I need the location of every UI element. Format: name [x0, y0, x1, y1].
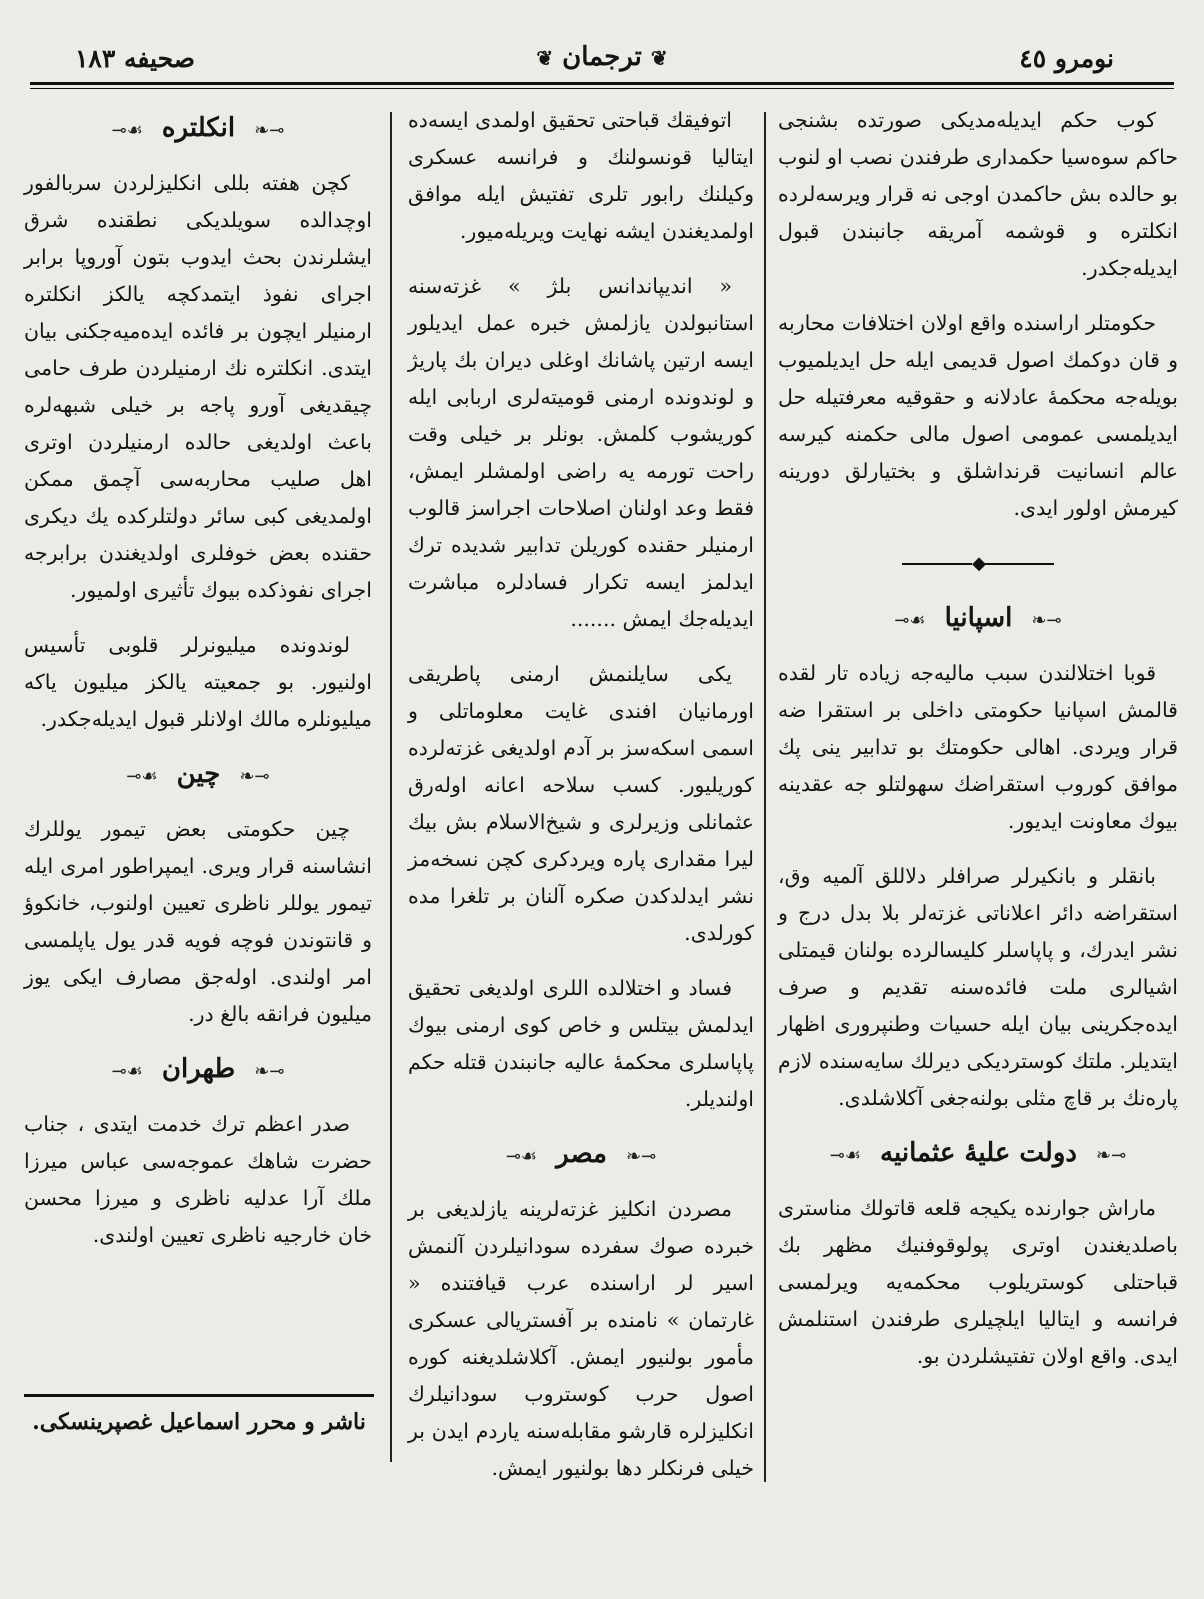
- issue-number: نومرو ٤٥: [1019, 44, 1114, 73]
- article-paragraph: يكى سايلنمش ارمنى پاطريقى اورمانيان افندى غايت معلوماتلى و اسمى اسكه‌سز بر آدم اولديغى غزته‌لرده كوريليور. كسب سلاحه اعانه اوله‌رق عثمانلى وزيرلرى و شيخ‌الاسلام بش بيك ليرا مقدارى پاره ويردكرى كچن نسخه‌مز نشر ايدلدكدن صكره آلنان بر تلغرا مده كورلدى.: [408, 662, 754, 945]
- header-rule: [30, 82, 1174, 85]
- ornament-icon: ☙⟜: [126, 766, 158, 787]
- ornament-icon: ☙⟜: [829, 1145, 861, 1166]
- article-paragraph: چين حكومتى بعض تيمور يوللرك انشاسنه قرار ويرى. ايمپراطور امرى ايله تيمور يوللر ناظرى تعيين اولنوب، خانكوؤ و قانتوندن فوچه فويه قدر يول ياپلمسى امر اولندى. اوله‌جق مصارف ايكى يوز ميليون فرانقه بالغ در.: [24, 817, 372, 1026]
- column-right: [778, 102, 1178, 1393]
- article-paragraph: لوندونده ميليونرلر قلوبى تأسيس اولنيور. بو جمعيته يالكز ميليون ياكه ميليونلره مالك اولانلر قبول ايديله‌جكدر.: [24, 633, 372, 731]
- ornament-icon: ⊸❧: [1031, 610, 1062, 631]
- page-number: صحيفه ١٨٣: [75, 44, 195, 73]
- article-paragraph: فساد و اختلالده اللرى اولديغى تحقيق ايدلمش بيتلس و خاص كوى ارمنى بيوك پاپاسلرى محكمهٔ عاليه جانبندن قتله حكم اولنديلر.: [408, 976, 754, 1111]
- column-divider: [764, 112, 766, 1482]
- ornament-icon: ❦: [650, 46, 668, 70]
- column-divider: [390, 112, 392, 1462]
- section-divider: ◆: [778, 545, 1178, 582]
- ornament-icon: ☙⟜: [505, 1146, 538, 1167]
- ornament-icon: ⊸❧: [254, 120, 285, 141]
- section-heading-egypt: ⊸❧ مصر ☙⟜: [408, 1136, 754, 1175]
- ornament-icon: ☙⟜: [111, 1061, 143, 1082]
- ornament-icon: ⊸❧: [254, 1061, 285, 1082]
- ornament-icon: ☙⟜: [111, 120, 143, 141]
- paper-name: ترجمان: [562, 42, 642, 72]
- ornament-icon: ☙⟜: [894, 610, 926, 631]
- article-paragraph: « انديپاندانس بلژ » غزته‌سنه استانبولدن يازلمش خبره عمل ايديلور ايسه ارتين پاشانك اوغلى ديران بك پاريژ و لوندونده ارمنى قوميته‌لرى اربابى ايله كوريشوب كلمش. بونلر بر خيلى وقت راحت تورمه يه راضى اولمشلر ايمش، فقط وعد اولنان اصلاحات اجراسز قالوب ارمنيلر حقنده كوريلن تدابير شديده ترك ايدلمز ايسه تكرار فسادلره مباشرت ايديله‌جك ايمش .......: [408, 274, 754, 631]
- ornament-icon: ⊸❧: [1096, 1145, 1127, 1166]
- header-rule-thin: [30, 88, 1174, 89]
- article-paragraph: بانقلر و بانكيرلر صرافلر دلاللق آلميه وق، استقراضه دائر اعلاناتى غزته‌لر بلا بدل درج و نشر ايدرك، و پاپاسلر كليسالرده بولنان قيمتلى اشيالرى ملت فائده‌سنه تقديم و صرف ايده‌جكرينى بيان ايله حسيات وطنپرورى اظهار ايتديلر. ملتك كوستر‌ديكى ديرلك سايه‌سنده لازم پاره‌نك بر قاچ مثلى بولنه‌جغى آكلاشلدى.: [778, 864, 1178, 1110]
- ornament-icon: ⊸❧: [626, 1146, 657, 1167]
- section-heading-tehran: ⊸❧ طهران ☙⟜: [24, 1051, 372, 1090]
- section-heading-england: ⊸❧ انكلتره ☙⟜: [24, 110, 372, 149]
- ornament-icon: ❦: [536, 46, 554, 70]
- section-heading-ottoman: ⊸❧ دولت عليهٔ عثمانيه ☙⟜: [778, 1135, 1178, 1174]
- publisher-signature: ناشر و محرر اسماعيل غصپرينسكى.: [24, 1394, 374, 1435]
- article-paragraph: كچن هفته بللى انكليزلردن سربالفور اوچدالده سويلديكى نطقنده شرق ايشلرندن بحث ايدوب بتون آوروپا برابر اجراى نفوذ ايتمدكچه يالكز انكلتره ارمنيلر ايچون بر فائده ايده‌ميه‌جكنى بيان ايتدى. انكلتره نك ارمنيلردن طرف حامى چيقديغى آورو پاجه بر خيلى شبهه‌لره باعث اولديغى حالده ارمنيلردن اوترى اهل صليب محاربه‌سى آچمق ممكن اولمديغى كبى سائر دولتلركده يك ديكرى حقنده بعض خوفلرى اولديغندن برابرجه اجراى نفوذكده بيوك تأثيرى اولميور.: [24, 171, 372, 602]
- article-paragraph: قوبا اختلالندن سبب ماليه‌جه زياده تار لقده قالمش اسپانيا حكومتى داخلى بر استقرا ضه قرار ويردى. اهالى حكومتك بو تدابير ينى پك موافق كوروب استقراضك سهولتلو جه عقدينه بيوك معاونت ايديور.: [778, 661, 1178, 833]
- article-paragraph: حكومتلر ارا‌سنده واقع اولان اختلافات محاربه و قان دوكمك اصول قديمى ايله حل ايديلميوب بويله‌جه محكمهٔ عادلانه و حقوقيه معرفتيله حل ايديلمسى عمومى اصول مالى حكمنه كيرسه عالم انسانيت قرنداشلق و بختيارلق دورينه كيرمش اولور ايدى.: [778, 311, 1178, 520]
- section-heading-spain: ⊸❧ اسپانيا ☙⟜: [778, 600, 1178, 639]
- article-paragraph: مصردن انكليز غزته‌لرينه يازلديغى بر خبرده صوك سفرده سودانيلردن آلنمش اسير لر ارا‌سنده عرب قيافتنده « غارتمان » نامنده بر آفستريالى عسكرى مأمور بولنيور ايمش. آكلاشلديغنه كوره اصول حرب كوستروب سودانيلرك انكليزلره قارشو مقابله‌سنه ياردم ايدن بر خيلى فرنكلر دها بولنيور ايمش.: [408, 1197, 754, 1480]
- article-paragraph: صدر اعظم ترك خدمت ايتدى ، جناب حضرت شاهك عموجه‌سى عباس ميرزا ملك آرا عدليه ناظرى و ميرزا محسن خان خارجيه ناظرى تعيين اولندى.: [24, 1112, 372, 1247]
- section-heading-china: ⊸❧ چين ☙⟜: [24, 756, 372, 795]
- article-paragraph: اتوفيقك قباحتى تحقيق اولمدى ايسه‌ده ايتاليا قونسولنك و فرانسه عسكرى وكيلنك رابور تلرى تفتيش ايله موافق اولمديغندن ايشه نهايت ويريله‌ميور.: [408, 108, 754, 243]
- article-paragraph: كوب حكم ايديله‌مديكى صورتده بشنجى حاكم سوه‌سيا حكمدارى طرفندن نصب او لنوب بو حالده بش حاكمدن اوجى نه قرار ويرسه‌لرده انكلتره و قوشمه آمريقه جانبندن قبول ايديله‌جكدر.: [778, 108, 1178, 280]
- column-left: [24, 102, 372, 1272]
- article-paragraph: ماراش جوارنده يكيجه قلعه قاتولك مناسترى باصلديغندن اوترى پولوقوفنيك مظهر بك قباحتلى كوستريلوب محكمه‌يه ويرلمسى فرانسه و ايتاليا ايلچيلرى طرفندن استنلمش ايدى. واقع اولان تفتيشلردن بو.: [778, 1196, 1178, 1368]
- masthead: [30, 42, 1174, 72]
- ornament-icon: ⊸❧: [239, 766, 270, 787]
- column-middle: [408, 102, 754, 1505]
